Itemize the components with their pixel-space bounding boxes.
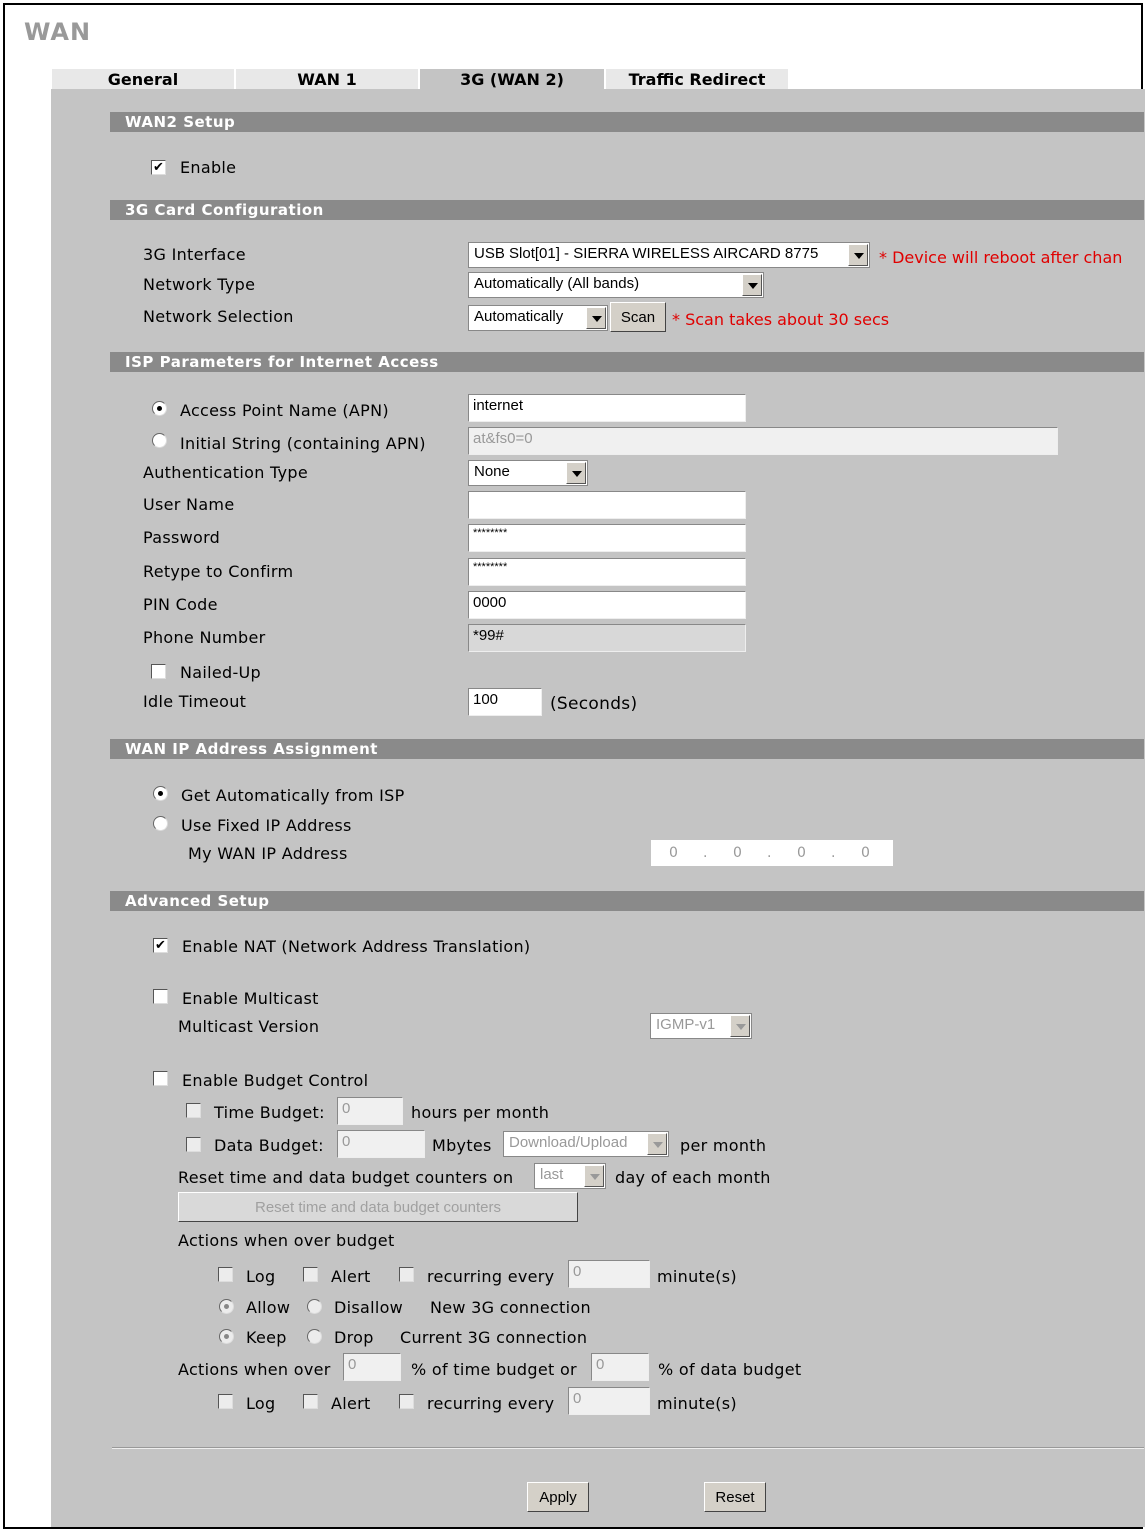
idle-timeout-label: Idle Timeout	[143, 692, 247, 711]
ip-octet-3[interactable]: 0	[797, 845, 806, 861]
footer-divider	[112, 1447, 1144, 1449]
password-label: Password	[143, 528, 221, 547]
log2-label: Log	[246, 1394, 276, 1413]
password-input[interactable]: ********	[468, 524, 746, 552]
auth-type-value: None	[474, 463, 510, 480]
keep-radio[interactable]	[219, 1329, 234, 1344]
get-auto-radio[interactable]	[153, 786, 168, 801]
apn-input[interactable]: internet	[468, 394, 746, 422]
enable-budget-checkbox[interactable]	[153, 1071, 168, 1086]
chevron-down-icon	[586, 307, 606, 329]
minutes-label: minute(s)	[657, 1267, 737, 1286]
initial-string-radio[interactable]	[152, 433, 167, 448]
recurring-label: recurring every	[427, 1267, 555, 1286]
recurring2-input[interactable]: 0	[568, 1387, 650, 1415]
actions-over-budget-label: Actions when over budget	[178, 1231, 395, 1250]
reset-on-select[interactable]	[534, 1163, 606, 1189]
minutes2-label: minute(s)	[657, 1394, 737, 1413]
initial-string-label: Initial String (containing APN)	[180, 434, 426, 453]
user-name-label: User Name	[143, 495, 235, 514]
3g-interface-select[interactable]	[468, 242, 870, 268]
data-budget-input[interactable]: 0	[337, 1130, 425, 1158]
idle-timeout-unit: (Seconds)	[550, 694, 638, 714]
reset-counters-button[interactable]: Reset time and data budget counters	[178, 1192, 578, 1222]
tab-bar	[52, 68, 1144, 90]
page-title: WAN	[24, 18, 92, 46]
actions-when-over-label: Actions when over	[178, 1360, 331, 1379]
apn-label: Access Point Name (APN)	[180, 401, 389, 420]
new-connection-label: New 3G connection	[430, 1298, 591, 1317]
pin-code-input[interactable]: 0000	[468, 591, 746, 619]
apply-button[interactable]: Apply	[527, 1482, 589, 1512]
scan-button[interactable]: Scan	[610, 302, 666, 332]
data-budget-direction-select[interactable]	[503, 1131, 669, 1157]
allow-radio[interactable]	[219, 1299, 234, 1314]
enable-multicast-checkbox[interactable]	[153, 989, 168, 1004]
network-type-label: Network Type	[143, 275, 256, 294]
phone-number-input[interactable]: *99#	[468, 624, 746, 652]
drop-radio[interactable]	[307, 1329, 322, 1344]
alert-checkbox[interactable]	[303, 1267, 318, 1282]
enable-checkbox[interactable]: ✔	[151, 160, 166, 175]
retype-input[interactable]: ********	[468, 558, 746, 586]
tab-general[interactable]: General	[52, 68, 234, 90]
allow-label: Allow	[246, 1298, 291, 1317]
network-selection-label: Network Selection	[143, 307, 294, 326]
reset-on-suffix: day of each month	[615, 1168, 771, 1187]
network-selection-value: Automatically	[474, 308, 564, 325]
retype-label: Retype to Confirm	[143, 562, 294, 581]
network-selection-select[interactable]	[468, 305, 608, 331]
section-header-wan2-setup: WAN2 Setup	[110, 112, 1144, 132]
tab-3g-wan2[interactable]: 3G (WAN 2)	[420, 68, 604, 90]
ip-octet-4[interactable]: 0	[861, 845, 870, 861]
multicast-version-select[interactable]	[650, 1013, 752, 1039]
recurring2-label: recurring every	[427, 1394, 555, 1413]
time-budget-checkbox[interactable]	[186, 1103, 201, 1118]
auth-type-label: Authentication Type	[143, 463, 308, 482]
log-checkbox[interactable]	[218, 1267, 233, 1282]
data-budget-direction-value: Download/Upload	[509, 1134, 628, 1151]
ip-octet-2[interactable]: 0	[733, 845, 742, 861]
current-connection-label: Current 3G connection	[400, 1328, 588, 1347]
data-budget-unit: Mbytes	[432, 1136, 492, 1155]
section-header-3g-card: 3G Card Configuration	[110, 200, 1144, 220]
network-type-select[interactable]	[468, 272, 764, 298]
time-percent-input[interactable]: 0	[343, 1353, 401, 1381]
my-wan-ip-field[interactable]: 0 . 0 . 0 . 0	[651, 840, 893, 866]
tab-wan1[interactable]: WAN 1	[236, 68, 418, 90]
phone-number-label: Phone Number	[143, 628, 266, 647]
enable-label: Enable	[180, 158, 237, 177]
multicast-version-value: IGMP-v1	[656, 1016, 716, 1033]
keep-label: Keep	[246, 1328, 287, 1347]
alert2-checkbox[interactable]	[303, 1394, 318, 1409]
chevron-down-icon	[848, 244, 868, 266]
section-header-isp: ISP Parameters for Internet Access	[110, 352, 1144, 372]
chevron-down-icon	[730, 1015, 750, 1037]
recurring-input[interactable]: 0	[568, 1260, 650, 1288]
user-name-input[interactable]	[468, 491, 746, 519]
log2-checkbox[interactable]	[218, 1394, 233, 1409]
3g-interface-label: 3G Interface	[143, 245, 246, 264]
apn-radio[interactable]	[152, 401, 167, 416]
nailed-up-checkbox[interactable]	[151, 664, 166, 679]
alert-label: Alert	[331, 1267, 371, 1286]
time-budget-label: Time Budget:	[214, 1103, 325, 1122]
reset-on-label: Reset time and data budget counters on	[178, 1168, 514, 1187]
reset-button[interactable]: Reset	[704, 1482, 766, 1512]
auth-type-select[interactable]	[468, 460, 588, 486]
enable-nat-label: Enable NAT (Network Address Translation)	[182, 937, 531, 956]
disallow-label: Disallow	[334, 1298, 404, 1317]
disallow-radio[interactable]	[307, 1299, 322, 1314]
multicast-version-label: Multicast Version	[178, 1017, 320, 1036]
alert2-label: Alert	[331, 1394, 371, 1413]
my-wan-ip-label: My WAN IP Address	[188, 844, 348, 863]
section-header-wan-ip: WAN IP Address Assignment	[110, 739, 1144, 759]
get-auto-label: Get Automatically from ISP	[181, 786, 405, 805]
3g-interface-value: USB Slot[01] - SIERRA WIRELESS AIRCARD 8775	[474, 245, 819, 262]
interface-reboot-note: * Device will reboot after chan	[879, 248, 1123, 267]
network-type-value: Automatically (All bands)	[474, 275, 640, 292]
initial-string-input[interactable]: at&fs0=0	[468, 427, 1058, 455]
chevron-down-icon	[584, 1165, 604, 1187]
data-percent-label: % of data budget	[658, 1360, 802, 1379]
enable-multicast-label: Enable Multicast	[182, 989, 319, 1008]
data-budget-label: Data Budget:	[214, 1136, 324, 1155]
recurring2-checkbox[interactable]	[399, 1394, 414, 1409]
drop-label: Drop	[334, 1328, 374, 1347]
recurring-checkbox[interactable]	[399, 1267, 414, 1282]
enable-budget-label: Enable Budget Control	[182, 1071, 369, 1090]
section-header-advanced: Advanced Setup	[110, 891, 1144, 911]
fixed-ip-radio[interactable]	[153, 816, 168, 831]
pin-code-label: PIN Code	[143, 595, 218, 614]
chevron-down-icon	[566, 462, 586, 484]
log-label: Log	[246, 1267, 276, 1286]
time-budget-input[interactable]: 0	[337, 1097, 403, 1125]
fixed-ip-label: Use Fixed IP Address	[181, 816, 352, 835]
enable-nat-checkbox[interactable]: ✔	[153, 938, 168, 953]
time-percent-label: % of time budget or	[411, 1360, 577, 1379]
data-budget-checkbox[interactable]	[186, 1137, 201, 1152]
time-budget-unit: hours per month	[411, 1103, 550, 1122]
nailed-up-label: Nailed-Up	[180, 663, 262, 682]
data-percent-input[interactable]: 0	[591, 1353, 649, 1381]
scan-note: * Scan takes about 30 secs	[672, 310, 890, 329]
chevron-down-icon	[647, 1133, 667, 1155]
chevron-down-icon	[742, 274, 762, 296]
reset-on-value: last	[540, 1166, 564, 1183]
ip-octet-1[interactable]: 0	[669, 845, 678, 861]
tab-traffic-redirect[interactable]: Traffic Redirect	[606, 68, 788, 90]
data-budget-period: per month	[680, 1136, 767, 1155]
idle-timeout-input[interactable]: 100	[468, 688, 542, 716]
